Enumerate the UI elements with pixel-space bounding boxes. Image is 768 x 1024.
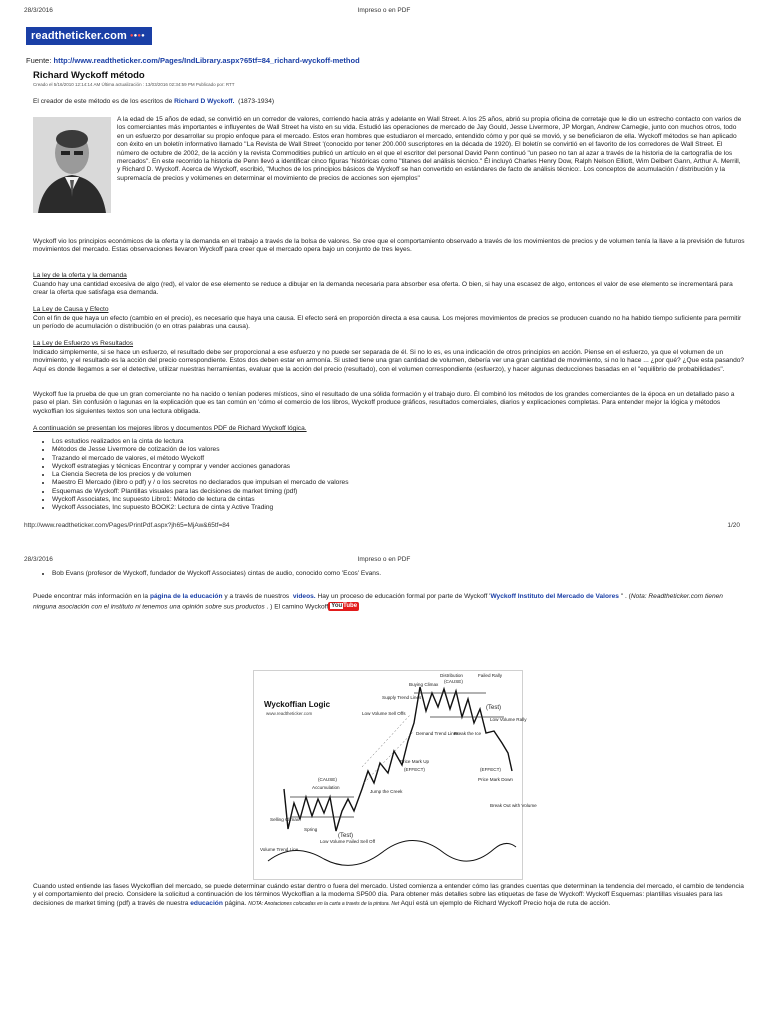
conclusion-note: NOTA: Anotaciones colocadas en la carta a través de la pintura. Net — [248, 900, 400, 907]
bio-paragraph: A la edad de 15 años de edad, se convirtió en un corredor de valores, corriendo hacia atrás y adelante en Wall Street. A los 25 años, abrió su propia oficina de corretaje que le dio un estrecho contacto con varios de los comerciantes más importantes e influyentes de Wall Street ha visto en su vida. Estudió las operaciones de mercado de Jay Gould, Jesse Livermore, JP Morgan, Andrew Carnegie, junto con muchos otros, todo en un esfuerzo por desarrollar su propio enfoque para el mercado. Estos eran hombres que estudiaron el mercado, entendido cómo y por qué se movió, y se beneficiaron de ella. Wyckoff métodos se han aplicado con éxito en un boletín informativo llamado "La Revista de Wall Street '(conocido por tener 200.000 suscriptores en la década de 1920). El boletín se convirtió en el favorito de los corredores de Wall Street. El número de octubre de 2002, de la acción y la revista Commodities publicó un artículo en el que el escritor del personal David Penn continuó "un paseo no tan al azar a través de la historia de la cartografía de los mercados". En este recorrido la historia de Penn llevó a identificar cinco figuras 'históricas como "titanes del análisis técnico." Él incluyó Charles Henry Dow, Ralph Nelson Elliott, Wim Delbert Gann, Arthur A. Merrill, y Richard D. Wyckoff. Acerca de Wyckoff, escribió, "Muchos de los principios básicos de Wyckoff se han convertido en estándares de facto de análisis técnico:. Los conceptos de acumulación / distribución y la supremacía de precios y volúmenes en determinar el movimiento de precios de acciones son ejemplos" — [117, 116, 742, 182]
break-out-label: Break Out with Volume — [490, 803, 537, 808]
failed-rally-label: Failed Rally — [478, 673, 502, 678]
article-meta: Creado el 5/16/2010 12:14:14 AM Última actualización : 13/03/2016 02:34:59 PM Publicado por: RTT — [33, 82, 235, 87]
laws-intro-paragraph: Wyckoff vio los principios económicos de la oferta y la demanda en el trabajo a través de la bolsa de valores. Se cree que el comportamiento observado a través de los movimientos de precios y de volumen tenía la llave a la previsión de futuros movimientos del mercado. Estas observaciones llevaron Wyckoff para creer que el mercado opera bajo un conjunto de tres leyes. — [33, 238, 745, 254]
law2-title: La Ley de Causa y Efecto — [33, 306, 109, 313]
intro-text: El creador de este método es de los escritos de — [33, 98, 173, 105]
education-link[interactable]: página de la educación — [149, 593, 223, 600]
print-date: 28/3/2016 — [24, 7, 53, 14]
list-item[interactable]: • Trazando el mercado de valores, el método Wyckoff — [52, 455, 349, 463]
volume-trend-label: Volume Trend Line — [260, 847, 299, 852]
print-date: 28/3/2016 — [24, 556, 53, 563]
law3-title: La Ley de Esfuerzo vs Resultados — [33, 340, 134, 347]
jump-creek-label: Jump the Creek — [370, 789, 403, 794]
books-list — [40, 438, 349, 513]
wyckoff-diagram — [253, 670, 537, 880]
books-list-continued — [40, 570, 381, 578]
low-volume-selloffs-label: Low Volume Sell Offs — [362, 711, 406, 716]
supply-trend-label: Supply Trend Lines — [382, 695, 422, 700]
conclusion-text: página. — [224, 899, 247, 907]
footer-url: http://www.readtheticker.com/Pages/PrintPdf.aspx?jh65=MjAw&65tf=84 — [24, 522, 230, 529]
law3-text: Indicado simplemente, si se hace un esfuerzo, el resultado debe ser proporcional a ese esfuerzo y no puede ser separada de él. Si no lo es, es una indicación de otros principios en acción. Piense en el esfuerzo, ya que el volumen de un movimiento, y el resultado es la acción del precio correspondiente. Estos dos deben estar en armonía. Si usted tiene una gran cantidad de volumen, debería ver una gran cantidad de movimiento, si no lo hace ... ¿por qué? ¿Que esta pasando? Aquí es donde llegamos a ser el detective, utilizar nuestras herramientas, evaluar que la acción del precio (resultado), con el volumen correspondiente (esfuerzo), y hacer algunas deducciones basadas en el "equilibrio de probabilidades". — [33, 349, 745, 373]
author-years: (1873-1934) — [238, 98, 275, 105]
buying-climax-label: Buying Climax — [409, 682, 439, 687]
list-item[interactable]: • Maestro El Mercado (libro o pdf) y / o los secretos no declarados que impulsan el mercado de valores — [52, 479, 349, 487]
more-info-text: Puede encontrar más información en la — [33, 593, 149, 600]
more-info-paragraph — [33, 592, 733, 612]
test-bottom-label: (Test) — [338, 833, 353, 839]
effect-up-label: (EFFECT) — [404, 767, 425, 772]
cause-bottom-label: (CAUSE) — [318, 777, 337, 782]
education-link-2[interactable]: educación — [190, 899, 223, 907]
list-item[interactable]: • Wyckoff Associates, Inc supuesto BOOK2: Lectura de cinta y Active Trading — [52, 504, 349, 512]
print-title: Impreso o en PDF — [357, 556, 411, 563]
low-volume-failed-label: Low Volume Failed Sell Off — [320, 839, 376, 844]
more-info-text: Hay un proceso de educación formal por parte de Wyckoff ' — [317, 593, 491, 600]
list-item[interactable]: • Wyckoff Associates, Inc supuesto Libro1: Método de lectura de cintas — [52, 496, 349, 504]
footer-page: 1/20 — [727, 522, 740, 529]
list-item[interactable]: • Wyckoff estrategias y técnicas Encontrar y comprar y vender acciones ganadoras — [52, 463, 349, 471]
institute-link[interactable]: Wyckoff Instituto del Mercado de Valores — [490, 593, 619, 600]
list-item[interactable]: • Bob Evans (profesor de Wyckoff, fundador de Wyckoff Associates) cintas de audio, conocido como 'Ecos' Evans. — [52, 570, 381, 578]
youtube-you: You — [331, 603, 343, 609]
logo-dots-icon: ●●●● — [129, 33, 145, 40]
spring-label: Spring — [304, 827, 318, 832]
law2-text: Con el fin de que haya un efecto (cambio en el precio), es necesario que haya una causa. El efecto será en proporción directa a esa causa. Los mejores movimientos de precios se producen cuando no ha habido tiempo suficiente para permitir un período de acumulación o distribución (o en otras palabras una causa). — [33, 315, 742, 331]
more-info-text: . ) El camino Wyckoff — [266, 603, 329, 611]
price-markup-label: Price Mark Up — [400, 759, 430, 764]
more-info-text: y a través de nuestros — [224, 593, 290, 600]
cause-top-label: (CAUSE) — [444, 679, 463, 684]
more-info-text: " . ( — [620, 593, 631, 600]
logo-text: readtheticker.com — [31, 30, 127, 42]
conclusion-text: Cuando usted entiende las fases Wyckoffian del mercado, se puede determinar cuándo estar dentro o fuera del mercado. Usted comienza a entender cómo las grandes cuentas que determinan la tendencia del mercado, el cambio de tendencia y el comportamiento del precio. Considere la solicitud a continuación de los términos Wyckoffian a la moderna SP500 día. Para obtener más detalles sobre las etiquetas de fase de Wyckoff: Wyckoff Esquemas: plantillas visuales para las decisiones de market timing (pdf) a través de nuestra — [33, 883, 744, 907]
list-item[interactable]: • Esquemas de Wyckoff: Plantillas visuales para las decisiones de market timing (pdf) — [52, 488, 349, 496]
effect-down-label: (EFFECT) — [480, 767, 501, 772]
source-line — [26, 56, 360, 65]
diagram-site: www.readtheticker.com — [266, 711, 313, 716]
list-item[interactable]: • Los estudios realizados en la cinta de lectura — [52, 438, 349, 446]
traders-paragraph: Wyckoff fue la prueba de que un gran comerciante no ha nacido o tenían poderes místicos, sino el resultado de una sólida formación y el trabajo duro. Él combinó los métodos de los grandes comerciantes de la época en un detallado paso a paso el plan. Sin confusión o lagunas en la explicación que es tan común en 'cómo el comercio de los libros, Wyckoff produce gráficos, resultados comerciales, diarios y explicaciones completas. Para entender mejor la lógica y métodos wyckoffian los siguientes textos son una lectura obligada. — [33, 391, 735, 415]
list-item[interactable]: • Métodos de Jesse Livermore de cotización de los valores — [52, 446, 349, 454]
youtube-icon[interactable] — [328, 602, 359, 611]
volume-wave — [268, 840, 516, 865]
source-label: Fuente: — [26, 56, 52, 65]
note-text: Nota: Readtheticker.com tienen ninguna asociación con el instituto ni tenemos una opinión sobre sus productos — [33, 593, 723, 611]
page-title: Richard Wyckoff método — [33, 70, 145, 81]
books-intro: A continuación se presentan los mejores libros y documentos PDF de Richard Wyckoff lógica. — [33, 425, 307, 432]
site-logo[interactable] — [26, 27, 152, 45]
list-item[interactable]: • La Ciencia Secreta de los precios y de volumen — [52, 471, 349, 479]
distribution-label: Distribution — [440, 673, 463, 678]
demand-trend-label: Demand Trend Lines — [416, 731, 459, 736]
price-markdown-label: Price Mark Down — [478, 777, 513, 782]
print-title: Impreso o en PDF — [357, 7, 411, 14]
accumulation-label: Accumulation — [312, 785, 340, 790]
test-top-label: (Test) — [486, 705, 501, 711]
break-ice-label: Break the Ice — [454, 731, 482, 736]
videos-link[interactable]: videos. — [292, 593, 316, 600]
conclusion-text: Aquí está un ejemplo de Richard Wyckoff Precio hoja de ruta de acción. — [400, 899, 611, 907]
selling-climax-label: Selling Climax — [270, 817, 300, 822]
author-link[interactable]: Richard D Wyckoff. — [174, 98, 235, 105]
diagram-title: Wyckoffian Logic — [264, 700, 331, 709]
youtube-tube: Tube — [343, 603, 358, 609]
intro-line — [33, 98, 433, 106]
author-portrait — [33, 117, 111, 213]
conclusion-paragraph — [33, 883, 745, 908]
low-volume-rally-label: Low Volume Rally — [490, 717, 527, 722]
law1-text: Cuando hay una cantidad excesiva de algo (red), el valor de ese elemento se reduce a dibujar en la demanda necesaria para absorber esa oferta. O bien, si hay una escasez de algo, entonces el valor de ese elemento se incrementará para crear la oferta que satisfaga esa demanda. — [33, 281, 733, 297]
law1-title: La ley de la oferta y la demanda — [33, 272, 127, 279]
source-link[interactable]: http://www.readtheticker.com/Pages/IndLibrary.aspx?65tf=84_richard-wyckoff-method — [53, 56, 360, 65]
